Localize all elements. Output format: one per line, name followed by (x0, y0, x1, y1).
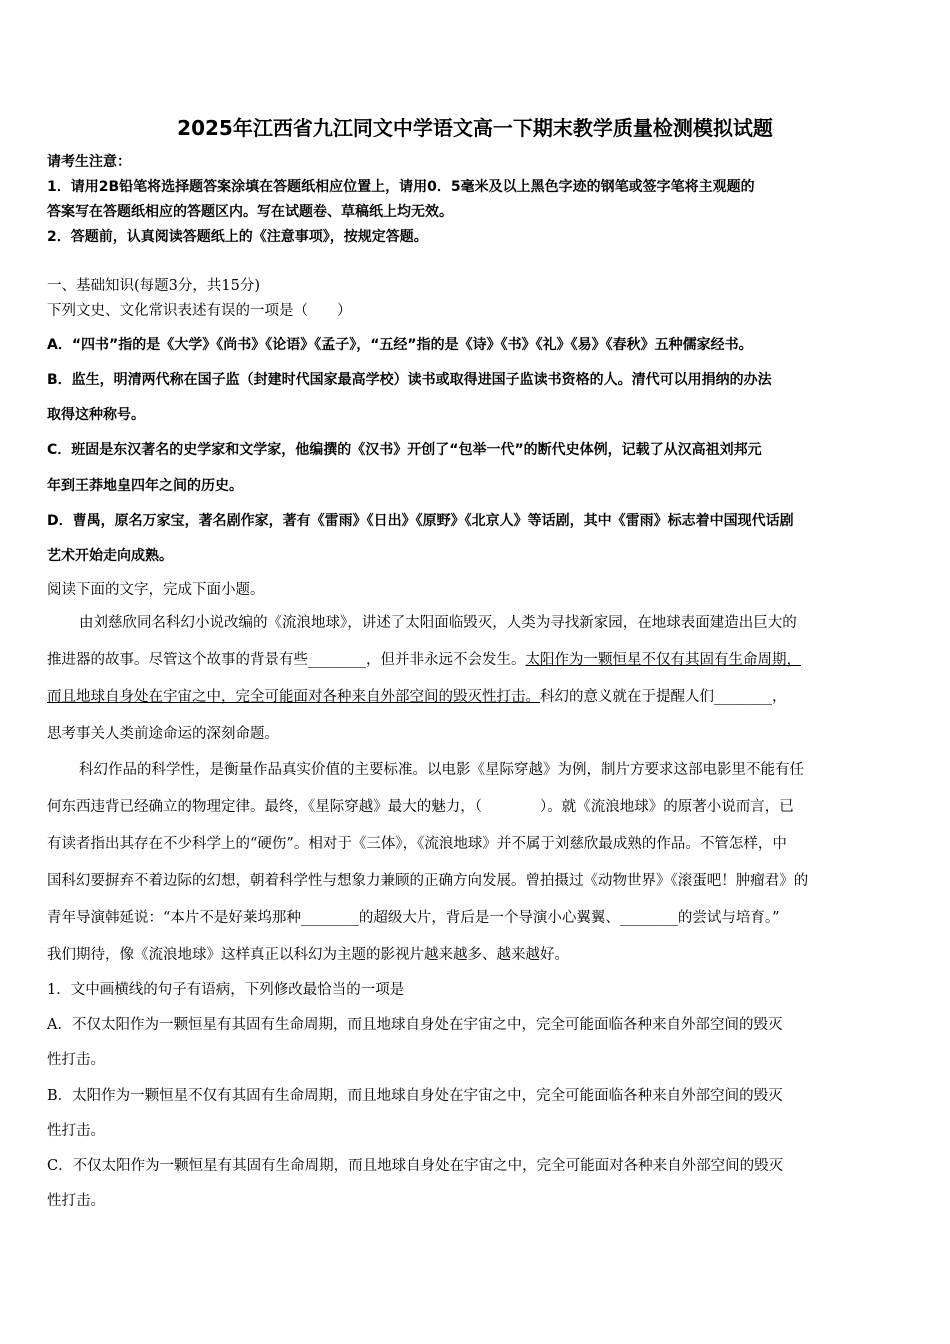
passage-p2-line-5: 青年导演韩延说：“本片不是好莱坞那种________的超级大片，背后是一个导演小心翼翼、________的尝试与培育。” (47, 910, 780, 926)
question-1-stem: 1．文中画横线的句子有语病，下列修改最恰当的一项是 (47, 982, 405, 998)
option-c-line-2: 年到王莽地皇四年之间的历史。 (47, 478, 243, 494)
q1-option-b-line-2: 性打击。 (47, 1123, 105, 1139)
reading-intro: 阅读下面的文字，完成下面小题。 (47, 582, 265, 598)
option-b-line-1: B．监生，明清两代称在国子监（封建时代国家最高学校）读书或取得进国子监读书资格的人。清代可以用捐纳的办法 (47, 372, 772, 388)
section-1-question: 下列文史、文化常识表述有误的一项是（ ） (47, 303, 352, 319)
notice-heading: 请考生注意： (47, 154, 131, 170)
passage-p2-line-4: 国科幻要摒弃不着边际的幻想，朝着科学性与想象力兼顾的正确方向发展。曾拍摄过《动物世界》《滚蛋吧！肿瘤君》的 (47, 873, 809, 889)
option-b-line-2: 取得这种称号。 (47, 407, 145, 423)
option-a: A．“四书”指的是《大学》《尚书》《论语》《孟子》，“五经”指的是《诗》《书》《礼》《易》《春秋》五种儒家经书。 (47, 337, 753, 353)
passage-p2-line-6: 我们期待，像《流浪地球》这样真正以科幻为主题的影视片越来越多、越来越好。 (47, 947, 569, 963)
passage-p1-line-2-text: 推进器的故事。尽管这个故事的背景有些________，但并非永远不会发生。 (47, 652, 526, 668)
underlined-sentence-part-1: 太阳作为一颗恒星不仅有其固有生命周期， (525, 652, 801, 668)
option-c-line-1: C．班固是东汉著名的史学家和文学家，他编撰的《汉书》开创了“包举一代”的断代史体例，记载了从汉高祖刘邦元 (47, 442, 762, 458)
passage-p1-line-3 (47, 687, 907, 707)
q1-option-c-line-2: 性打击。 (47, 1193, 105, 1209)
passage-p1-line-1: 由刘慈欣同名科幻小说改编的《流浪地球》，讲述了太阳面临毁灭，人类为寻找新家园，在地球表面建造出巨大的 (79, 615, 797, 631)
underlined-sentence-part-2: 而且地球自身处在宇宙之中，完全可能面对各种来自外部空间的毁灭性打击。 (47, 689, 540, 705)
passage-p2-line-3: 有读者指出其存在不少科学上的“硬伤”。相对于《三体》，《流浪地球》并不属于刘慈欣最成熟的作品。不管怎样，中 (47, 836, 787, 852)
notice-item-1-line-1: 1．请用2B铅笔将选择题答案涂填在答题纸相应位置上，请用0．5毫米及以上黑色字迹的钢笔或签字笔将主观题的 (47, 179, 755, 195)
q1-option-a-line-1: A．不仅太阳作为一颗恒星有其固有生命周期，而且地球自身处在宇宙之中，完全可能面临各种来自外部空间的毁灭 (47, 1017, 783, 1033)
q1-option-c-line-1: C．不仅太阳作为一颗恒星有其固有生命周期，而且地球自身处在宇宙之中，完全可能面对各种来自外部空间的毁灭 (47, 1158, 784, 1174)
q1-option-b-line-1: B．太阳作为一颗恒星不仅有其固有生命周期，而且地球自身处在宇宙之中，完全可能面临各种来自外部空间的毁灭 (47, 1088, 783, 1104)
option-d-line-1: D．曹禺，原名万家宝，著名剧作家，著有《雷雨》《日出》《原野》《北京人》等话剧，其中《雷雨》标志着中国现代话剧 (47, 513, 794, 529)
notice-item-2: 2．答题前，认真阅读答题纸上的《注意事项》，按规定答题。 (47, 229, 428, 245)
passage-p1-line-3-text: 科幻的意义就在于提醒人们________， (540, 689, 787, 705)
notice-item-1-line-2: 答案写在答题纸相应的答题区内。写在试题卷、草稿纸上均无效。 (47, 204, 453, 220)
passage-p1-line-4: 思考事关人类前途命运的深刻命题。 (47, 726, 279, 742)
page-title: 2025年江西省九江同文中学语文高一下期末教学质量检测模拟试题 (177, 116, 773, 140)
passage-p1-line-2 (47, 650, 907, 670)
passage-p2-line-2: 何东西违背已经确立的物理定律。最终，《星际穿越》最大的魅力，（ ）。就《流浪地球》的原著小说而言，已 (47, 799, 794, 815)
passage-p2-line-1: 科幻作品的科学性，是衡量作品真实价值的主要标准。以电影《星际穿越》为例，制片方要求这部电影里不能有任 (79, 762, 804, 778)
q1-option-a-line-2: 性打击。 (47, 1052, 105, 1068)
section-1-heading: 一、基础知识(每题3分，共15分) (47, 278, 260, 294)
option-d-line-2: 艺术开始走向成熟。 (47, 548, 173, 564)
